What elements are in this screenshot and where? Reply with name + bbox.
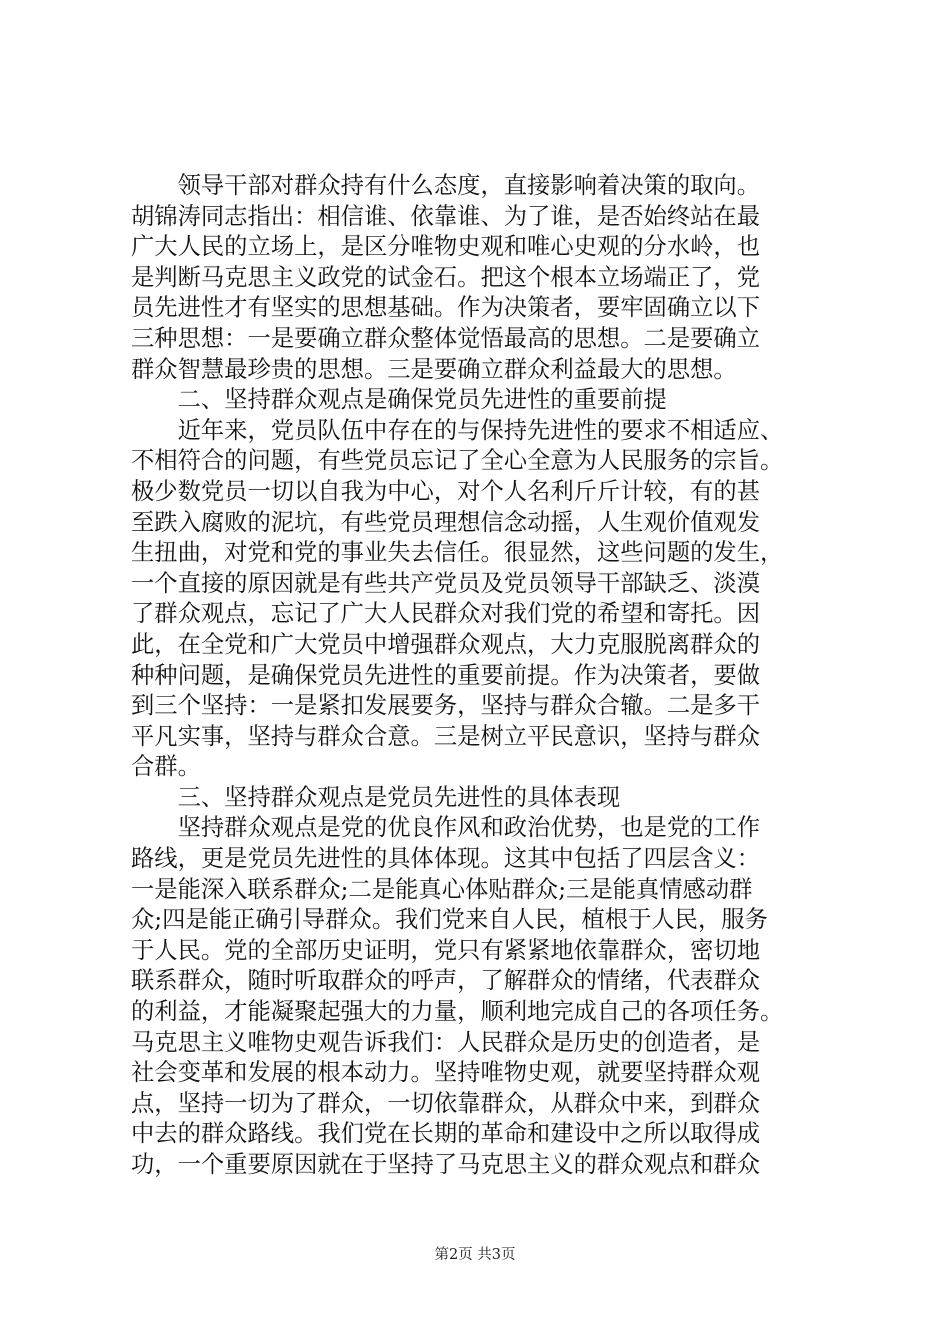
text-line: 种种问题，是确保党员先进性的重要前提。作为决策者，要做: [131, 661, 761, 689]
text-line: 了群众观点，忘记了广大人民群众对我们党的希望和寄托。因: [131, 600, 761, 628]
text-line: 联系群众，随时听取群众的呼声，了解群众的情绪，代表群众: [131, 967, 761, 995]
page-footer: 第2页 共3页: [434, 1247, 516, 1263]
text-line: 广大人民的立场上，是区分唯物史观和唯心史观的分水岭，也: [131, 233, 761, 261]
text-line: 到三个坚持：一是紧扣发展要务，坚持与群众合辙。二是多干: [131, 692, 761, 720]
text-line: 平凡实事，坚持与群众合意。三是树立平民意识，坚持与群众: [131, 722, 761, 750]
text-line: 此，在全党和广大党员中增强群众观点，大力克服脱离群众的: [131, 630, 761, 658]
text-line: 是判断马克思主义政党的试金石。把这个根本立场端正了，党: [131, 263, 761, 291]
text-line: 一个直接的原因就是有些共产党员及党员领导干部缺乏、淡漠: [131, 569, 761, 597]
text-line: 点，坚持一切为了群众，一切依靠群众，从群众中来，到群众: [131, 1089, 761, 1117]
text-line: 员先进性才有坚实的思想基础。作为决策者，要牢固确立以下: [131, 294, 761, 322]
text-line: 极少数党员一切以自我为中心，对个人名利斤斤计较，有的甚: [131, 477, 761, 505]
text-line: 三、坚持群众观点是党员先进性的具体表现: [131, 783, 621, 811]
text-line: 马克思主义唯物史观告诉我们：人民群众是历史的创造者，是: [131, 1028, 761, 1056]
document-body: [131, 171, 831, 1181]
text-line: 生扭曲，对党和党的事业失去信任。很显然，这些问题的发生，: [131, 539, 784, 567]
text-line: 坚持群众观点是党的优良作风和政治优势，也是党的工作: [131, 814, 761, 842]
text-line: 群众智慧最珍贵的思想。三是要确立群众利益最大的思想。: [131, 355, 737, 383]
text-line: 不相符合的问题，有些党员忘记了全心全意为人民服务的宗旨。: [131, 447, 784, 475]
text-line: 于人民。党的全部历史证明，党只有紧紧地依靠群众，密切地: [131, 936, 761, 964]
text-line: 合群。: [131, 753, 201, 781]
text-line: 胡锦涛同志指出：相信谁、依靠谁、为了谁，是否始终站在最: [131, 202, 761, 230]
text-line: 三种思想：一是要确立群众整体觉悟最高的思想。二是要确立: [131, 324, 761, 352]
text-line: 一是能深入联系群众;二是能真心体贴群众;三是能真情感动群: [131, 875, 753, 903]
text-line: 领导干部对群众持有什么态度，直接影响着决策的取向。: [131, 172, 761, 199]
text-line: 中去的群众路线。我们党在长期的革命和建设中之所以取得成: [131, 1120, 761, 1148]
text-line: 二、坚持群众观点是确保党员先进性的重要前提: [131, 386, 667, 414]
text-line: 社会变革和发展的根本动力。坚持唯物史观，就要坚持群众观: [131, 1059, 761, 1087]
text-line: 功，一个重要原因就在于坚持了马克思主义的群众观点和群众: [131, 1151, 761, 1178]
text-line: 近年来，党员队伍中存在的与保持先进性的要求不相适应、: [131, 416, 784, 444]
text-line: 路线，更是党员先进性的具体体现。这其中包括了四层含义：: [131, 845, 761, 873]
text-line: 众;四是能正确引导群众。我们党来自人民，植根于人民，服务: [131, 906, 768, 934]
text-line: 至跌入腐败的泥坑，有些党员理想信念动摇，人生观价值观发: [131, 508, 761, 536]
text-line: 的利益，才能凝聚起强大的力量，顺利地完成自己的各项任务。: [131, 998, 784, 1026]
